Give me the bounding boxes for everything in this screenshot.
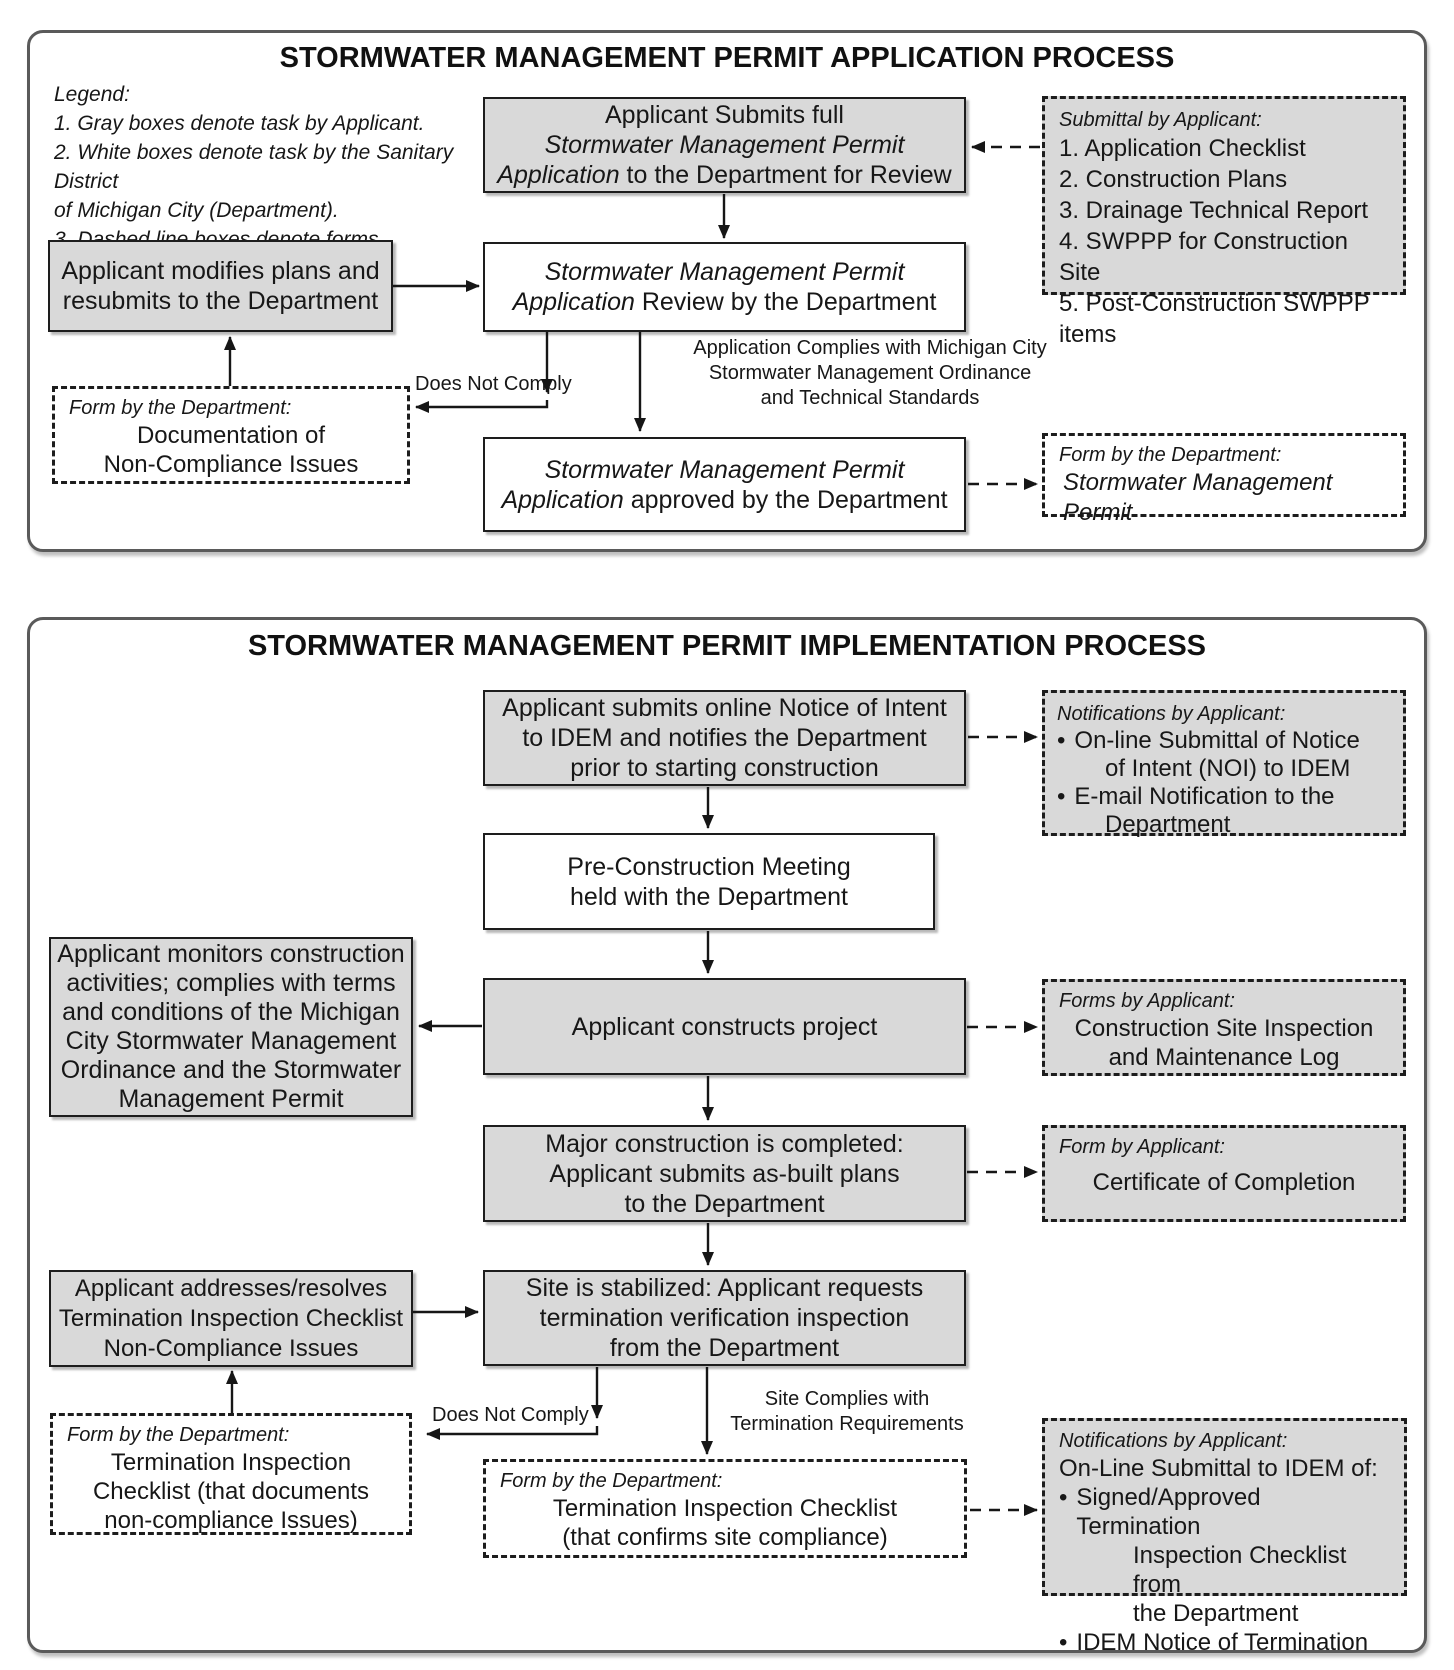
box-submit-application xyxy=(483,97,966,193)
form-permit-header: Form by the Department: xyxy=(1059,444,1282,466)
box-modify-resubmit xyxy=(48,240,393,332)
box-constructs-project: Applicant constructs project xyxy=(483,978,966,1075)
submittal-item-3: 3. Drainage Technical Report xyxy=(1059,197,1369,224)
box-preconstruction-meeting: Pre-Construction Meeting held with the Department xyxy=(483,833,935,930)
form-stormwater-permit xyxy=(1042,433,1406,526)
label-complies-1: Application Complies with Michigan City Stormwater Management Ordinance and Technical Standards xyxy=(693,337,1047,409)
form-noncompliance-header: Form by the Department: xyxy=(69,397,292,419)
bullet-icon xyxy=(1059,1628,1067,1657)
box-submit-line2: Stormwater Management Permit xyxy=(544,131,905,159)
box-submit-noi: Applicant submits online Notice of Intent to IDEM and notifies the Department prior to starting construction xyxy=(483,690,966,786)
legend xyxy=(54,80,484,254)
box-resolve-noncompliance: Applicant addresses/resolves Termination Inspection Checklist Non-Compliance Issues xyxy=(49,1270,413,1367)
submittal-item-4: 4. SWPPP for Construction Site xyxy=(1059,228,1349,286)
box-review-line2: Application Review by the Department xyxy=(512,288,937,316)
form-notifications-termination: Notifications by Applicant: On-Line Submittal to IDEM of: • Signed/Approved Termination Inspection Checklist from the Department • IDEM Notice of Termination xyxy=(1042,1418,1407,1596)
bullet-icon xyxy=(1057,783,1065,811)
form-noncompliance-documentation xyxy=(52,386,410,484)
form-submittal-by-applicant xyxy=(1042,96,1406,348)
box-review-line1: Stormwater Management Permit xyxy=(544,258,905,286)
submittal-item-5: 5. Post-Construction SWPPP items xyxy=(1059,290,1370,348)
form-submittal-header: Submittal by Applicant: xyxy=(1059,109,1262,131)
box-approved-line2: Application approved by the Department xyxy=(501,485,948,514)
form-checklist-confirms: Form by the Department: Termination Inspection Checklist (that confirms site compliance) xyxy=(483,1459,967,1558)
box-modify-line2: resubmits to the Department xyxy=(62,287,379,315)
form-notif-noi-header: Notifications by Applicant: xyxy=(1057,703,1286,725)
bullet-icon xyxy=(1059,1483,1067,1541)
form-noncompliance-body: Documentation of Non-Compliance Issues xyxy=(103,422,359,478)
box-submit-line3: Application to the Department for Review xyxy=(497,161,952,189)
label-does-not-comply-2: Does Not Comply xyxy=(432,1404,589,1426)
label-complies-2: Site Complies with Termination Requirements xyxy=(730,1388,964,1435)
implementation-process-title: STORMWATER MANAGEMENT PERMIT IMPLEMENTATION PROCESS xyxy=(247,630,1207,662)
legend-heading: Legend: xyxy=(54,83,130,106)
box-approved-line1: Stormwater Management Permit xyxy=(544,455,905,484)
bullet-icon xyxy=(1057,727,1065,755)
form-notifications-noi: Notifications by Applicant: • On-line Submittal of Notice of Intent (NOI) to IDEM • E-mail Notification to the Department xyxy=(1042,690,1406,836)
box-application-review xyxy=(483,242,966,332)
submittal-item-2: 2. Construction Plans xyxy=(1059,166,1288,193)
box-application-approved xyxy=(483,437,966,532)
form-certificate-completion: Form by Applicant: Certificate of Completion xyxy=(1042,1125,1406,1222)
form-checklist-documents: Form by the Department: Termination Inspection Checklist (that documents non-compliance Issues) xyxy=(50,1413,412,1535)
box-modify-line1: Applicant modifies plans and xyxy=(61,257,380,285)
box-asbuilt-plans: Major construction is completed: Applicant submits as-built plans to the Department xyxy=(483,1125,966,1222)
submittal-item-1: 1. Application Checklist xyxy=(1059,135,1306,162)
box-monitor-construction: Applicant monitors construction activities; complies with terms and conditions of the Michigan City Stormwater Management Ordinance and the Stormwater Management Permit xyxy=(49,937,413,1117)
legend-line-2: 2. White boxes denote task by the Sanitary District xyxy=(54,141,454,193)
application-process-title: STORMWATER MANAGEMENT PERMIT APPLICATION PROCESS xyxy=(279,42,1175,74)
box-submit-line1: Applicant Submits full xyxy=(604,101,844,129)
legend-line-1: 1. Gray boxes denote task by Applicant. xyxy=(54,112,425,135)
label-does-not-comply-1: Does Not Comply xyxy=(415,373,572,395)
legend-line-2b: of Michigan City (Department). xyxy=(54,199,339,222)
form-inspection-log: Forms by Applicant: Construction Site Inspection and Maintenance Log xyxy=(1042,979,1406,1076)
submittal-items xyxy=(1059,133,1389,350)
box-site-stabilized: Site is stabilized: Applicant requests termination verification inspection from the Department xyxy=(483,1270,966,1366)
form-permit-title: Stormwater Management Permit xyxy=(1063,469,1333,526)
